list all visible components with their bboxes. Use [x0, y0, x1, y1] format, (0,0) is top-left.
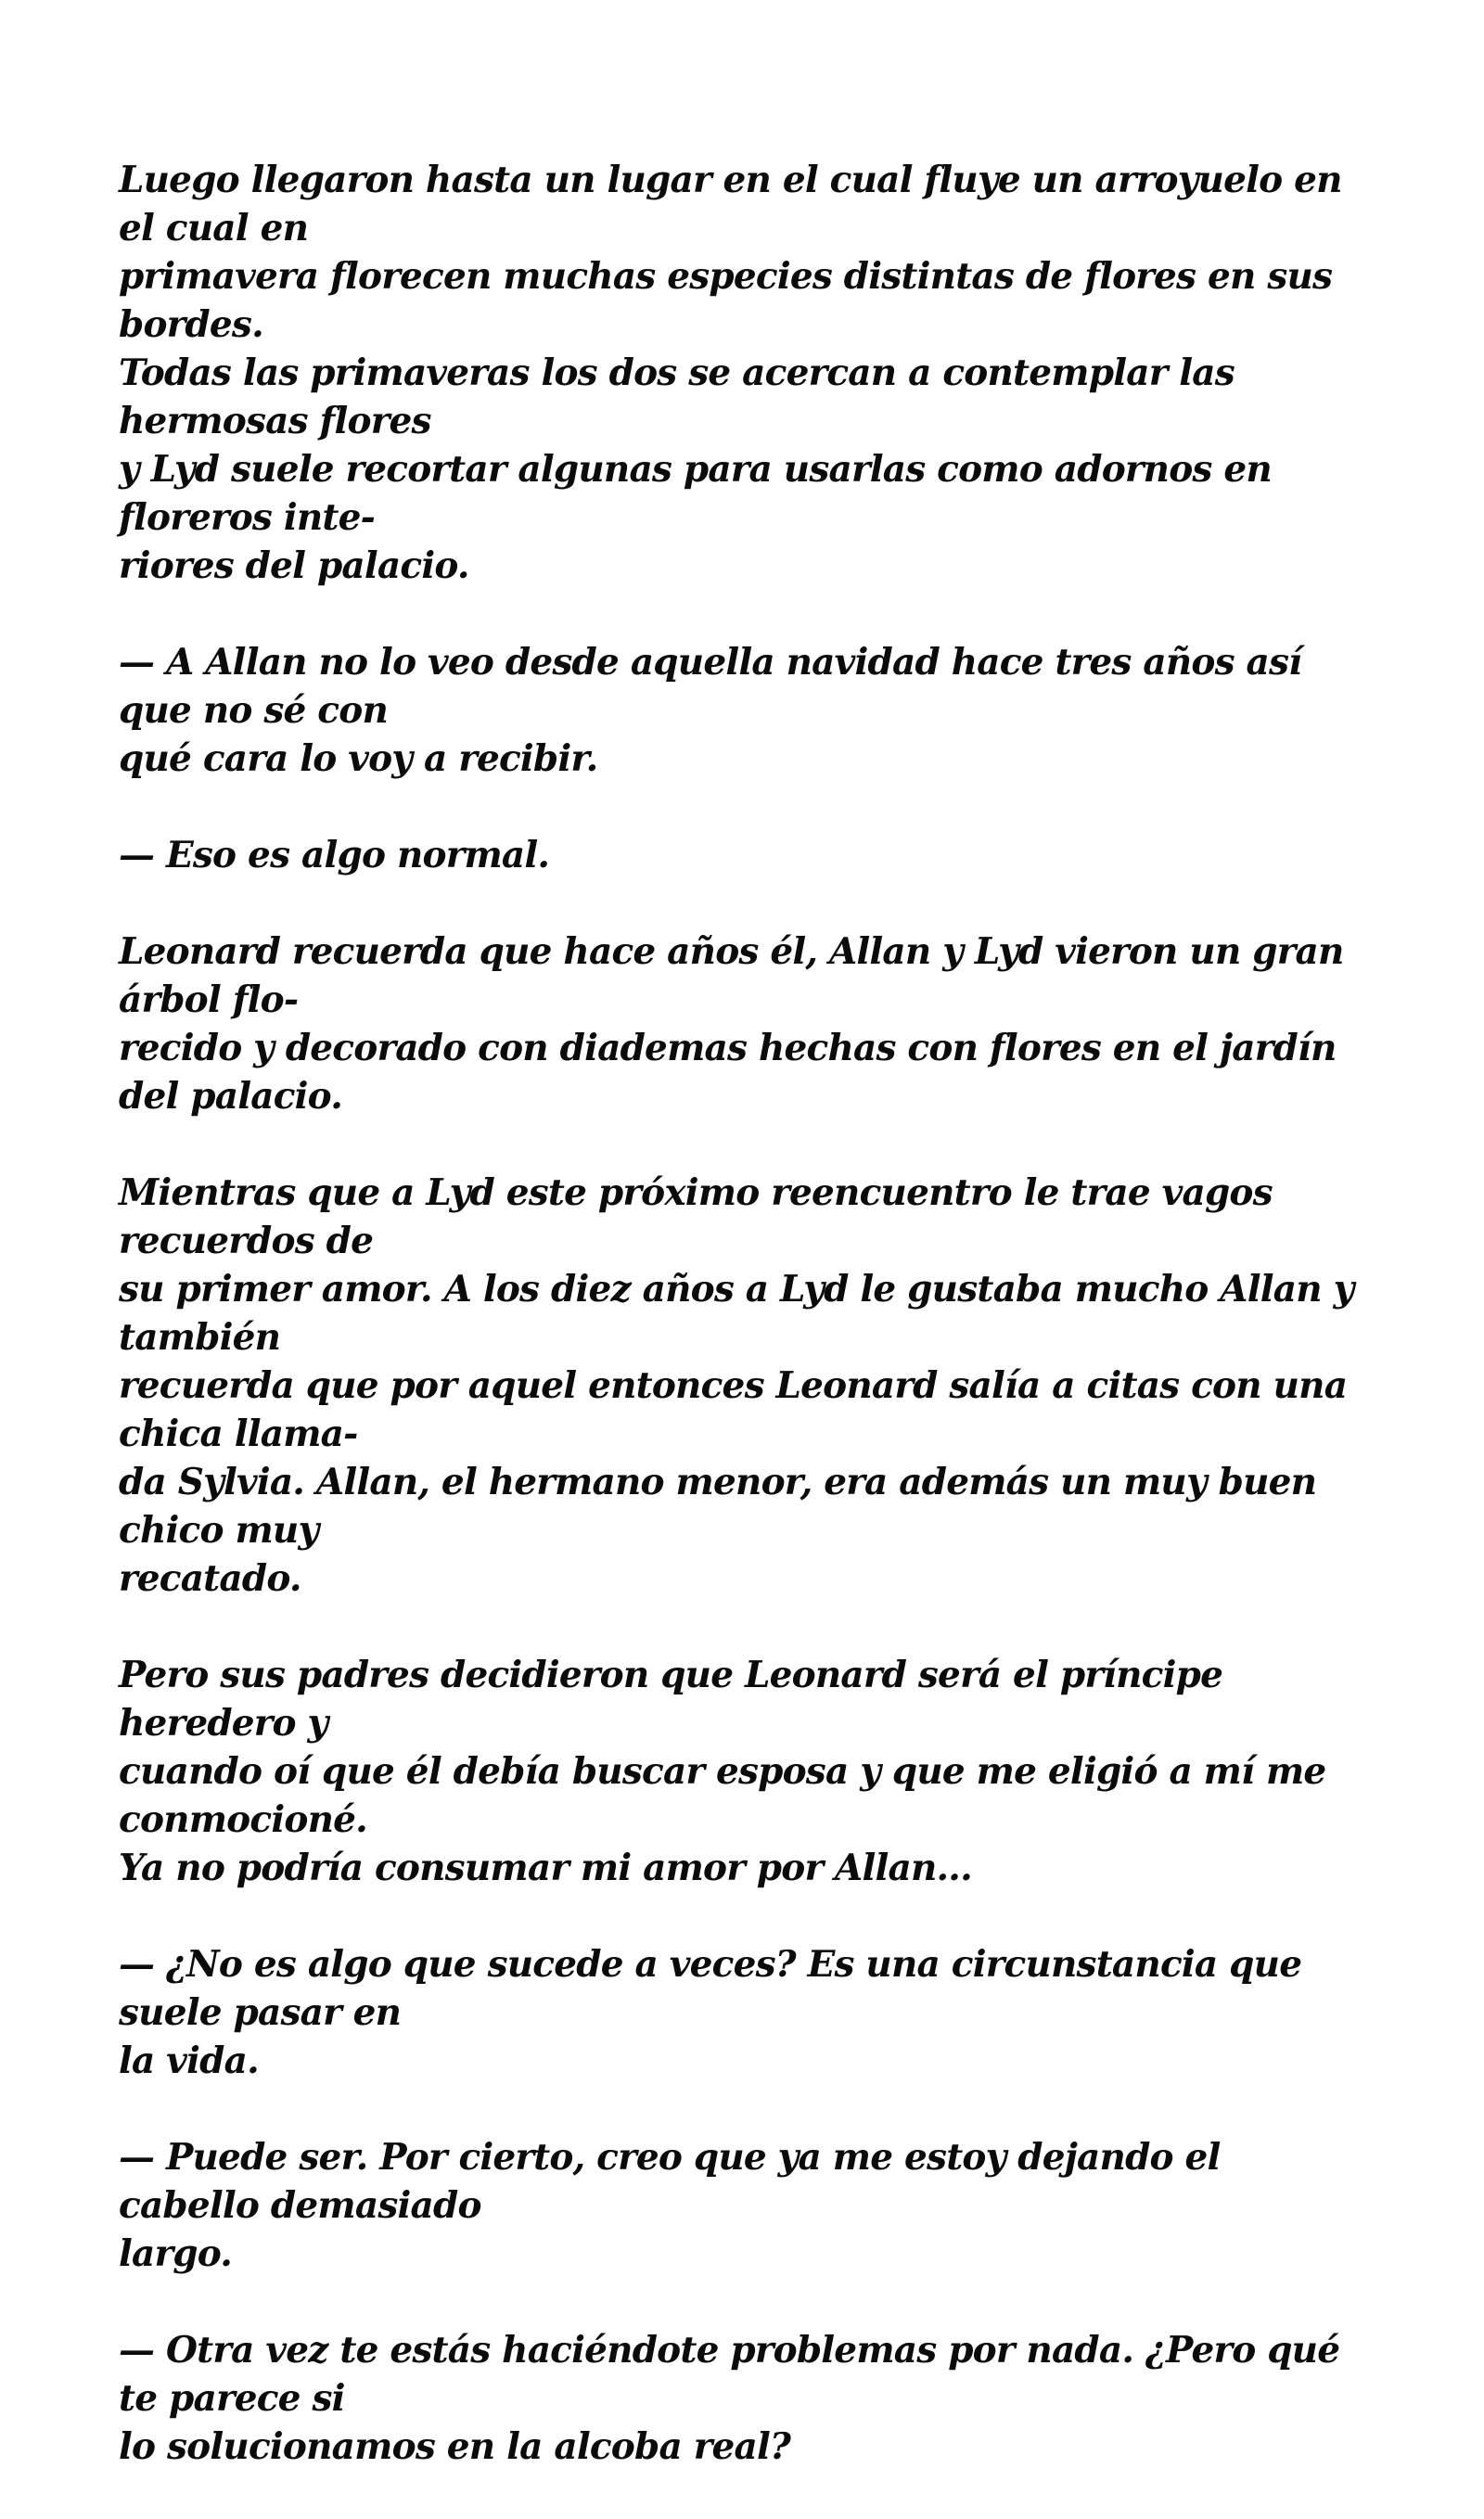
paragraph-arroyuelo: Luego llegaron hasta un lugar en el cual fluye un arroyuelo en el cual en primavera florecen muchas especies distintas de flores en sus bordes. Todas las primaveras los dos se acercan a contemplar las hermosas flores y Lyd suele recortar algunas para usarlas como adornos en floreros inte- riores del palacio.	[119, 159, 1342, 587]
paragraph-principe-heredero: Pero sus padres decidieron que Leonard será el príncipe heredero y cuando oí que él debía buscar esposa y que me eligió a mí me conmocioné. Ya no podría consumar mi amor por Allan...	[119, 1654, 1326, 1889]
paragraph-arbol-florecido: Leonard recuerda que hace años él, Allan y Lyd vieron un gran árbol flo- recido y decorado con diademas hechas con flores en el jardín del palacio.	[119, 930, 1344, 1118]
paragraph-primer-amor: Mientras que a Lyd este próximo reencuentro le trae vagos recuerdos de su primer amor. A los diez años a Lyd le gustaba mucho Allan y también recuerda que por aquel entonces Leonard salía a citas con una chica llama- da Sylvia. Allan, el hermano menor, era además un muy buen chico muy recatado.	[119, 1171, 1354, 1600]
dialogue-algo-normal: — Eso es algo normal.	[119, 834, 550, 876]
dialogue-circunstancia: — ¿No es algo que sucede a veces? Es una circunstancia que suele pasar en la vida.	[119, 1943, 1302, 2082]
dialogue-cabello: — Puede ser. Por cierto, creo que ya me estoy dejando el cabello demasiado largo.	[119, 2136, 1221, 2275]
dialogue-allan-navidad: — A Allan no lo veo desde aquella navidad hace tres años así que no sé con qué cara lo voy a recibir.	[119, 641, 1302, 780]
body-text	[119, 156, 1371, 2519]
dialogue-alcoba-real: — Otra vez te estás haciéndote problemas por nada. ¿Pero qué te parece si lo solucionamos en la alcoba real?	[119, 2329, 1340, 2468]
